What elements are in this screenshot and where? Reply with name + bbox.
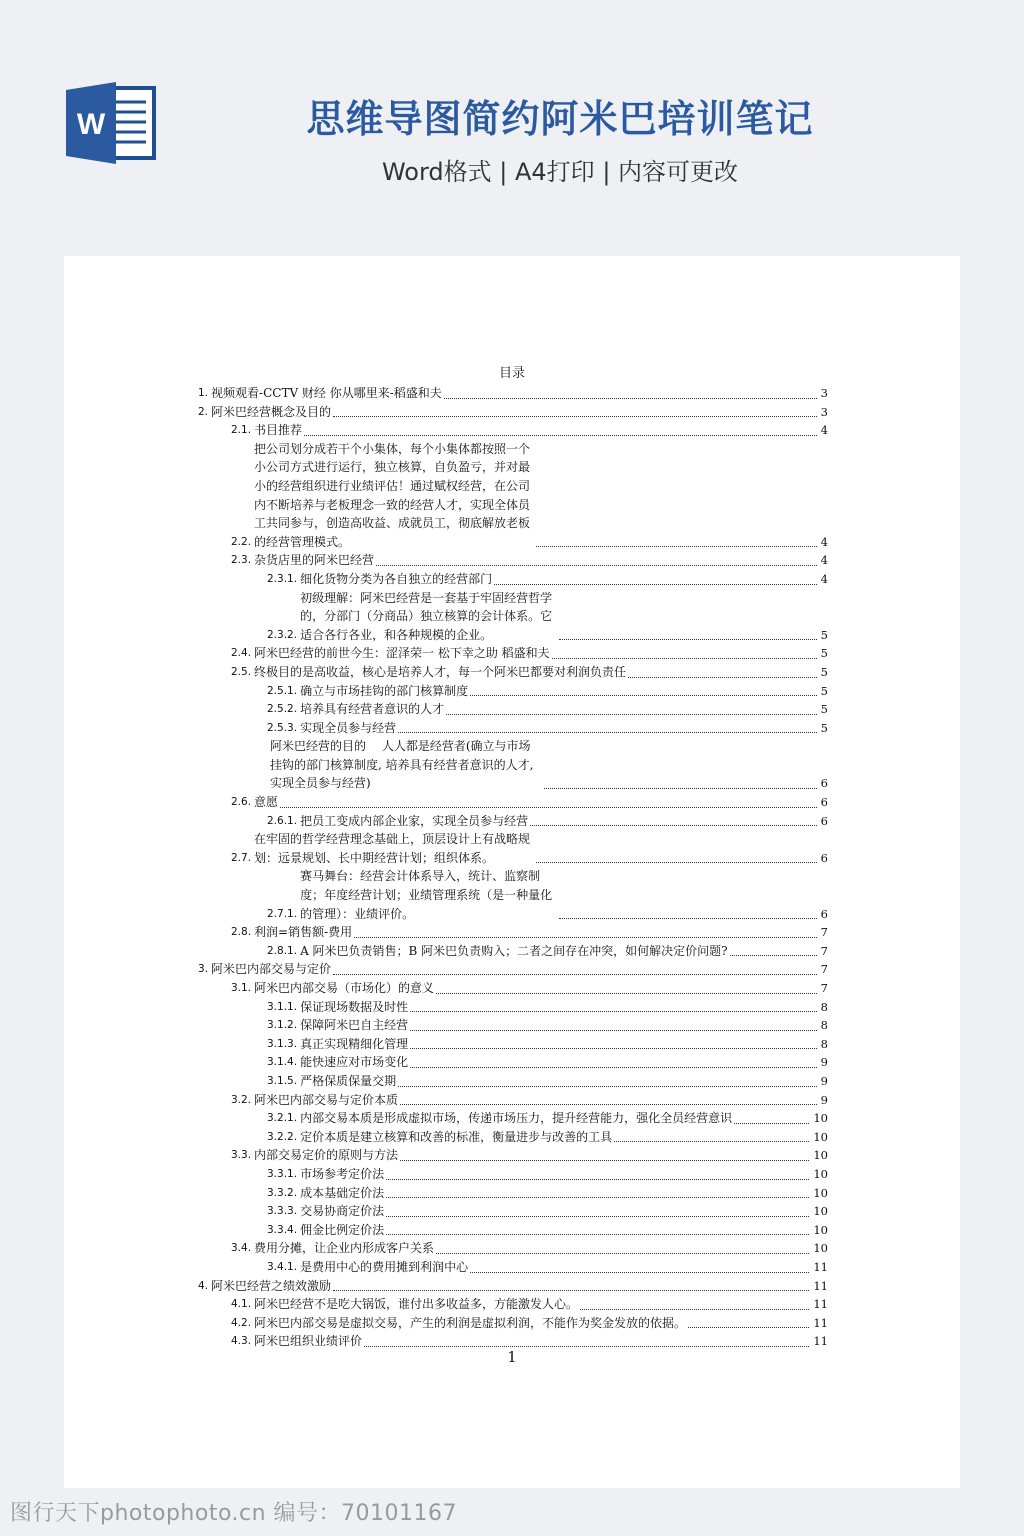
toc-leader-dots (536, 861, 816, 863)
toc-entry-page: 10 (813, 1148, 828, 1163)
toc-entry-number: 3.1.4. (267, 1056, 298, 1069)
page-title: 思维导图简约阿米巴培训笔记 (306, 97, 814, 141)
toc-leader-dots (730, 954, 817, 956)
table-of-contents (198, 384, 828, 1351)
toc-leader-dots (333, 415, 817, 417)
toc-entry[interactable] (198, 942, 828, 961)
toc-entry[interactable] (198, 1016, 828, 1035)
toc-entry-page: 11 (813, 1278, 828, 1293)
toc-entry[interactable] (198, 1277, 828, 1296)
toc-leader-dots (386, 1233, 809, 1235)
toc-entry-number: 2.5.3. (267, 721, 298, 734)
toc-entry-label: 阿米巴组织业绩评价 (254, 1334, 363, 1349)
toc-entry[interactable] (198, 1109, 828, 1128)
toc-entry-number: 3.3. (231, 1149, 252, 1162)
toc-entry-page: 5 (820, 627, 828, 642)
promo-header (0, 0, 1024, 240)
toc-leader-dots (333, 1289, 809, 1291)
toc-entry[interactable] (198, 589, 828, 645)
toc-leader-dots (614, 1140, 809, 1142)
toc-entry[interactable] (198, 1053, 828, 1072)
toc-leader-dots (410, 1066, 817, 1068)
word-icon-letter: W (76, 108, 106, 141)
toc-entry[interactable] (198, 1221, 828, 1240)
toc-entry[interactable] (198, 979, 828, 998)
toc-entry-label: 阿米巴经营概念及目的 (211, 404, 332, 419)
toc-leader-dots (364, 1345, 809, 1347)
toc-entry-number: 3.3.4. (267, 1223, 298, 1236)
toc-entry-number: 3. (198, 963, 209, 976)
toc-leader-dots (688, 1326, 809, 1328)
toc-entry-label: 佣金比例定价法 (300, 1222, 385, 1237)
toc-entry-page: 4 (820, 571, 828, 586)
word-document-icon (66, 82, 158, 164)
toc-entry-number: 4. (198, 1279, 209, 1292)
toc-leader-dots (436, 992, 817, 994)
toc-entry-number: 2.4. (231, 647, 252, 660)
toc-leader-dots (304, 434, 817, 436)
toc-entry-number: 2.1. (231, 424, 252, 437)
toc-entry-number: 3.4.1. (267, 1260, 298, 1273)
toc-entry-label: 阿米巴内部交易是虚拟交易，产生的利润是虚拟利润，不能作为奖金发放的依据。 (254, 1315, 687, 1330)
toc-entry-label: 利润=销售额-费用 (254, 925, 353, 940)
toc-entry-label: 把公司划分成若干个小集体，每个小集体都按照一个小公司方式进行运行，独立核算，自负盈亏，并对最小的经营组织进行业绩评估！通过赋权经营，在公司内不断培养与老板理念一致的经营人才，实现全体员工共同参与，创造高收益、成就员工，彻底解放老板的经营管理模式。 (254, 441, 531, 549)
toc-leader-dots (354, 936, 817, 938)
toc-entry[interactable] (198, 1184, 828, 1203)
toc-entry[interactable] (198, 1091, 828, 1110)
toc-entry-page: 6 (820, 795, 828, 810)
toc-entry-number: 3.1.3. (267, 1037, 298, 1050)
toc-entry-number: 3.1.5. (267, 1074, 298, 1087)
toc-entry-page: 5 (820, 646, 828, 661)
toc-entry-label: 阿米巴内部交易与定价本质 (254, 1092, 399, 1107)
toc-leader-dots (410, 1047, 817, 1049)
toc-entry-label: 是费用中心的费用摊到利润中心 (300, 1259, 469, 1274)
toc-entry-number: 3.4. (231, 1242, 252, 1255)
toc-entry-page: 7 (820, 981, 828, 995)
toc-entry-label: A 阿米巴负责销售；B 阿米巴负责购入；二者之间存在冲突，如何解决定价问题? (300, 943, 728, 958)
toc-entry[interactable] (198, 1258, 828, 1277)
toc-entry-page: 8 (820, 1036, 828, 1051)
toc-entry-page: 7 (820, 943, 828, 958)
toc-entry-number: 2.6. (231, 796, 252, 809)
toc-entry-number: 3.1.2. (267, 1019, 298, 1032)
toc-entry-label: 市场参考定价法 (300, 1166, 385, 1181)
toc-entry-number: 2.6.1. (267, 814, 298, 827)
toc-leader-dots (544, 787, 816, 789)
toc-entry-page: 8 (820, 999, 828, 1014)
toc-entry-label: 真正实现精细化管理 (300, 1036, 409, 1051)
toc-entry-label: 保证现场数据及时性 (300, 999, 409, 1014)
toc-entry-label: 阿米巴经营之绩效激励 (211, 1278, 332, 1293)
toc-entry-label: 初级理解：阿米巴经营是一套基于牢固经营哲学的，分部门（分商品）独立核算的会计体系。它适合各行各业，和各种规模的企业。 (300, 590, 553, 642)
toc-entry-page: 7 (820, 925, 828, 940)
toc-entry-number: 3.3.1. (267, 1167, 298, 1180)
toc-entry[interactable] (198, 384, 828, 403)
toc-entry[interactable] (198, 663, 828, 682)
toc-entry[interactable] (198, 737, 828, 793)
toc-entry-page: 6 (820, 850, 828, 865)
toc-entry[interactable] (198, 998, 828, 1017)
toc-entry-label: 阿米巴经营的目的 人人都是经营者(确立与市场挂钩的部门核算制度, 培养具有经营者意识的人才, 实现全员参与经营) (270, 739, 534, 791)
toc-leader-dots (386, 1178, 809, 1180)
toc-leader-dots (376, 564, 817, 566)
toc-entry-label: 内部交易本质是形成虚拟市场，传递市场压力，提升经营能力，强化全员经营意识 (300, 1111, 733, 1126)
toc-entry[interactable] (198, 1072, 828, 1091)
toc-entry-number: 3.1.1. (267, 1000, 298, 1013)
toc-entry-label: 保障阿米巴自主经营 (300, 1018, 409, 1033)
toc-entry-page: 4 (820, 534, 828, 549)
toc-leader-dots (410, 1029, 817, 1031)
toc-entry-label: 确立与市场挂钩的部门核算制度 (300, 683, 469, 698)
toc-leader-dots (536, 545, 816, 547)
toc-entry-label: 终极目的是高收益，核心是培养人才，每一个阿米巴都要对利润负责任 (254, 664, 627, 679)
toc-leader-dots (530, 824, 817, 826)
toc-entry-number: 3.2.2. (267, 1130, 298, 1143)
toc-entry-label: 成本基础定价法 (300, 1185, 385, 1200)
toc-entry-label: 阿米巴内部交易（市场化）的意义 (254, 981, 435, 995)
toc-entry-page: 10 (813, 1185, 828, 1200)
page-subtitle: Word格式 | A4打印 | 内容可更改 (381, 158, 739, 186)
toc-entry-page: 9 (820, 1092, 828, 1107)
toc-entry-number: 2.8.1. (267, 944, 298, 957)
page-number: 1 (507, 1348, 517, 1366)
toc-entry-number: 2.3.1. (267, 572, 298, 585)
toc-entry-number: 1. (198, 387, 209, 399)
toc-entry-number: 3.1. (231, 982, 252, 994)
toc-leader-dots (386, 1215, 809, 1217)
toc-entry-label: 阿米巴经营的前世今生：涩泽荣一 松下幸之助 稻盛和夫 (254, 646, 550, 661)
watermark: 图行天下photophoto.cn 编号：70101167 (10, 1501, 458, 1526)
toc-entry-page: 6 (820, 813, 828, 828)
toc-entry-number: 2.7. (231, 851, 252, 864)
toc-leader-dots (559, 917, 816, 919)
toc-entry-label: 能快速应对市场变化 (300, 1055, 409, 1070)
toc-entry-page: 4 (820, 423, 828, 438)
toc-entry-page: 9 (820, 1055, 828, 1070)
toc-entry-label: 实现全员参与经营 (300, 720, 397, 735)
toc-entry-page: 5 (820, 683, 828, 698)
toc-entry[interactable] (198, 1165, 828, 1184)
toc-entry-page: 5 (820, 702, 828, 717)
toc-entry-label: 意愿 (254, 795, 279, 810)
toc-leader-dots (333, 973, 817, 975)
toc-entry[interactable] (198, 1035, 828, 1054)
toc-leader-dots (446, 713, 817, 715)
toc-entry[interactable] (198, 700, 828, 719)
toc-entry-page: 10 (813, 1204, 828, 1219)
toc-leader-dots (559, 638, 816, 640)
document-page (64, 256, 960, 1488)
toc-entry-page: 3 (820, 386, 828, 400)
toc-leader-dots (280, 806, 817, 808)
toc-entry-number: 4.2. (231, 1316, 252, 1329)
toc-entry-label: 杂货店里的阿米巴经营 (254, 553, 375, 568)
toc-entry-number: 3.3.3. (267, 1205, 298, 1218)
toc-entry-page: 6 (820, 906, 828, 921)
toc-entry-number: 2.3. (231, 554, 252, 567)
toc-leader-dots (734, 1122, 809, 1124)
toc-entry[interactable] (198, 682, 828, 701)
toc-entry-page: 5 (820, 720, 828, 735)
toc-entry-number: 2.8. (231, 926, 252, 939)
toc-entry-label: 培养具有经营者意识的人才 (300, 702, 445, 717)
toc-entry[interactable] (198, 1295, 828, 1314)
toc-entry-page: 11 (813, 1259, 828, 1274)
toc-entry-label: 赛马舞台：经营会计体系导入，统计、监察制度；年度经营计划；业绩管理系统（是一种量化的管理）：业绩评价。 (300, 869, 553, 921)
toc-entry-label: 交易协商定价法 (300, 1204, 385, 1219)
toc-entry[interactable] (198, 719, 828, 738)
toc-entry-number: 2.5. (231, 665, 252, 678)
toc-entry-number: 2.2. (231, 535, 252, 548)
toc-leader-dots (436, 1252, 809, 1254)
toc-entry-label: 阿米巴经营不是吃大锅饭，谁付出多收益多，方能激发人心。 (254, 1297, 579, 1312)
toc-entry-page: 10 (813, 1241, 828, 1256)
toc-entry-label: 书目推荐 (254, 423, 303, 438)
toc-entry-number: 2.3.2. (267, 628, 298, 641)
toc-entry[interactable] (198, 1202, 828, 1221)
toc-leader-dots (400, 1103, 817, 1105)
toc-entry-page: 10 (813, 1166, 828, 1181)
toc-entry-page: 8 (820, 1018, 828, 1033)
toc-entry-number: 3.3.2. (267, 1186, 298, 1199)
toc-entry-page: 11 (813, 1334, 828, 1349)
toc-entry[interactable] (198, 644, 828, 663)
toc-entry[interactable] (198, 1314, 828, 1333)
toc-entry-page: 10 (813, 1111, 828, 1126)
toc-entry[interactable] (198, 960, 828, 979)
toc-entry-label: 费用分摊，让企业内形成客户关系 (254, 1241, 435, 1256)
toc-entry-number: 2.7.1. (267, 907, 298, 920)
toc-leader-dots (398, 731, 817, 733)
toc-entry[interactable] (198, 867, 828, 923)
toc-entry-number: 4.3. (231, 1335, 252, 1348)
toc-entry-page: 11 (813, 1297, 828, 1312)
toc-leader-dots (386, 1196, 809, 1198)
toc-entry-page: 4 (820, 553, 828, 568)
toc-entry-page: 10 (813, 1222, 828, 1237)
toc-entry[interactable] (198, 830, 828, 867)
toc-entry-label: 阿米巴内部交易与定价 (211, 962, 332, 977)
toc-entry-label: 在牢固的哲学经营理念基础上，顶层设计上有战略规划：远景规划、长中期经营计划；组织体系。 (254, 832, 531, 865)
toc-leader-dots (494, 583, 817, 585)
toc-entry-number: 2.5.2. (267, 703, 298, 716)
toc-entry-number: 2. (198, 405, 209, 418)
toc-entry-page: 3 (820, 404, 828, 419)
toc-entry-label: 定价本质是建立核算和改善的标准，衡量进步与改善的工具 (300, 1129, 613, 1144)
toc-entry-label: 内部交易定价的原则与方法 (254, 1148, 399, 1163)
toc-leader-dots (470, 1271, 809, 1273)
toc-entry-page: 9 (820, 1073, 828, 1088)
toc-entry-number: 2.5.1. (267, 684, 298, 697)
toc-leader-dots (410, 1010, 817, 1012)
toc-entry-label: 细化货物分类为各自独立的经营部门 (300, 571, 493, 586)
toc-entry-label: 视频观看-CCTV 财经 你从哪里来-稻盛和夫 (211, 386, 442, 400)
toc-leader-dots (470, 694, 817, 696)
toc-entry[interactable] (198, 570, 828, 589)
toc-entry[interactable] (198, 403, 828, 422)
toc-leader-dots (628, 676, 817, 678)
toc-leader-dots (580, 1308, 809, 1310)
toc-entry-label: 把员工变成内部企业家，实现全员参与经营 (300, 813, 529, 828)
toc-entry[interactable] (198, 440, 828, 552)
toc-entry-number: 3.2.1. (267, 1112, 298, 1125)
toc-entry[interactable] (198, 1146, 828, 1165)
toc-entry-number: 3.2. (231, 1093, 252, 1106)
toc-entry[interactable] (198, 421, 828, 440)
toc-entry[interactable] (198, 1239, 828, 1258)
toc-entry[interactable] (198, 551, 828, 570)
toc-entry-page: 7 (820, 962, 828, 977)
toc-entry-page: 6 (820, 776, 828, 791)
toc-entry-label: 严格保质保量交期 (300, 1073, 397, 1088)
toc-leader-dots (552, 657, 817, 659)
toc-leader-dots (444, 397, 817, 399)
toc-heading: 目录 (498, 366, 525, 381)
toc-entry[interactable] (198, 923, 828, 942)
toc-entry-page: 10 (813, 1129, 828, 1144)
toc-entry[interactable] (198, 1128, 828, 1147)
toc-entry[interactable] (198, 812, 828, 831)
toc-entry-page: 11 (813, 1315, 828, 1330)
toc-entry[interactable] (198, 793, 828, 812)
toc-leader-dots (398, 1085, 817, 1087)
toc-leader-dots (400, 1159, 809, 1161)
toc-entry-page: 5 (820, 664, 828, 679)
toc-entry-number: 4.1. (231, 1298, 252, 1311)
